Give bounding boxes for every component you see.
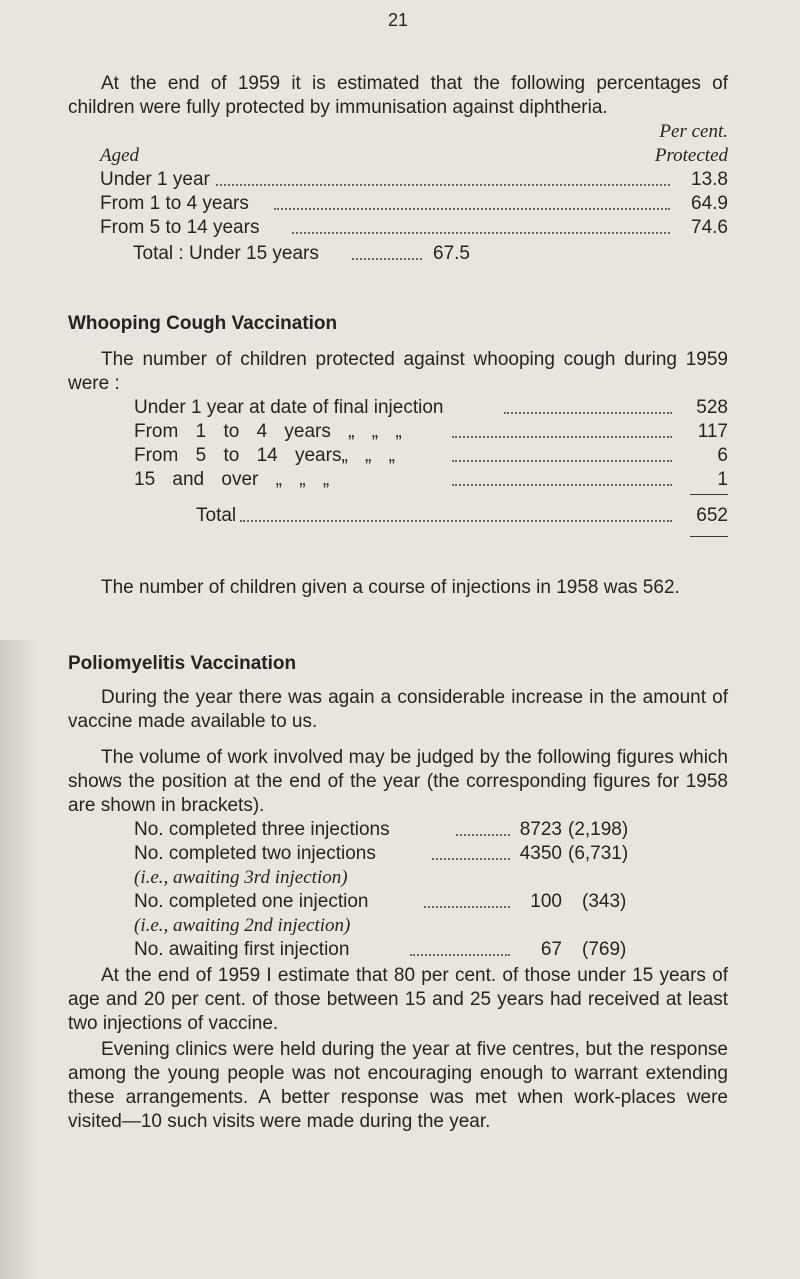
diph-row-value: 64.9 — [691, 193, 728, 214]
diph-total-value: 67.5 — [433, 243, 470, 264]
diph-row-label: From 5 to 14 years — [100, 217, 260, 238]
polio-row-value: 100 — [530, 891, 562, 912]
dot-leader — [410, 952, 510, 956]
whoop-row-label: 15 and over „ „ „ — [134, 469, 330, 490]
dot-leader — [452, 482, 672, 486]
polio-row-1958: (6,731) — [568, 843, 629, 864]
polio-heading: Poliomyelitis Vaccination — [68, 653, 297, 674]
diph-total-label: Total : Under 15 years — [133, 243, 319, 264]
whoop-total-value: 652 — [696, 505, 728, 526]
polio-row-note: (i.e., awaiting 2nd injection) — [134, 915, 351, 936]
polio-row-label: No. completed three injections — [134, 819, 390, 840]
dot-leader — [292, 230, 670, 234]
polio-row-value: 4350 — [519, 843, 562, 864]
polio-para-1: During the year there was again a considerable increase in the amount of vaccine made available to us. — [68, 687, 728, 732]
whooping-intro: The number of children protected against whooping cough during 1959 were : — [68, 349, 728, 394]
polio-row-1958: (769) — [582, 939, 627, 960]
polio-row-label: No. completed two injections — [134, 843, 376, 864]
dot-leader — [424, 904, 510, 908]
polio-row-value: 8723 — [519, 819, 562, 840]
whoop-row-label: From 1 to 4 years „ „ „ — [134, 421, 402, 442]
whoop-row-value: 117 — [697, 421, 728, 442]
whoop-row-label: From 5 to 14 years„ „ „ — [134, 445, 395, 466]
dot-leader — [240, 518, 672, 522]
polio-row-value: 67 — [540, 939, 562, 960]
polio-row-1958: (2,198) — [568, 819, 629, 840]
dot-leader — [452, 434, 672, 438]
sum-rule-top — [690, 494, 728, 495]
diph-row-label: From 1 to 4 years — [100, 193, 249, 214]
dot-leader — [274, 206, 670, 210]
whoop-row-value: 1 — [717, 469, 728, 490]
dot-leader — [432, 856, 510, 860]
col-head-per-cent: Per cent. — [659, 121, 728, 142]
polio-row-1958: (343) — [582, 891, 627, 912]
whooping-heading: Whooping Cough Vaccination — [68, 313, 338, 334]
polio-row-label: No. awaiting first injection — [134, 939, 350, 960]
diph-row-value: 13.8 — [691, 169, 728, 190]
dot-leader — [456, 832, 510, 836]
polio-row-label: No. completed one injection — [134, 891, 369, 912]
scan-edge-shadow — [0, 640, 38, 1279]
sum-rule-bottom — [690, 536, 728, 537]
whoop-row-value: 6 — [717, 445, 728, 466]
polio-para-2: The volume of work involved may be judged by the following figures which shows the position at the end of the year (the corresponding figures for 1958 are shown in brackets). — [68, 747, 728, 816]
whooping-1958-note: The number of children given a course of injections in 1958 was 562. — [101, 577, 680, 598]
diph-row-label: Under 1 year — [100, 169, 210, 190]
polio-para-3: At the end of 1959 I estimate that 80 per cent. of those under 15 years of age and 20 per cent. of those between 15 and 25 years had received at least two injections of vaccine. — [68, 965, 728, 1034]
dot-leader — [452, 458, 672, 462]
dot-leader — [216, 182, 670, 186]
polio-para-4: Evening clinics were held during the year at five centres, but the response among the young people was not encouraging enough to warrant extending these arrangements. A better response was met when work-places were visited—10 such visits were made during the year. — [68, 1039, 728, 1132]
whoop-total-label: Total — [196, 505, 237, 526]
page-number: 21 — [388, 10, 409, 30]
whoop-row-label: Under 1 year at date of final injection — [134, 397, 444, 418]
diph-row-value: 74.6 — [691, 217, 728, 238]
col-head-protected: Protected — [654, 145, 728, 166]
diphtheria-intro: At the end of 1959 it is estimated that the following percentages of children were fully protected by immunisation against diphtheria. — [68, 73, 728, 118]
polio-row-note: (i.e., awaiting 3rd injection) — [134, 867, 348, 888]
dot-leader — [504, 410, 672, 414]
row-head-aged: Aged — [100, 145, 140, 166]
whoop-row-value: 528 — [696, 397, 728, 418]
dot-leader — [352, 256, 422, 260]
